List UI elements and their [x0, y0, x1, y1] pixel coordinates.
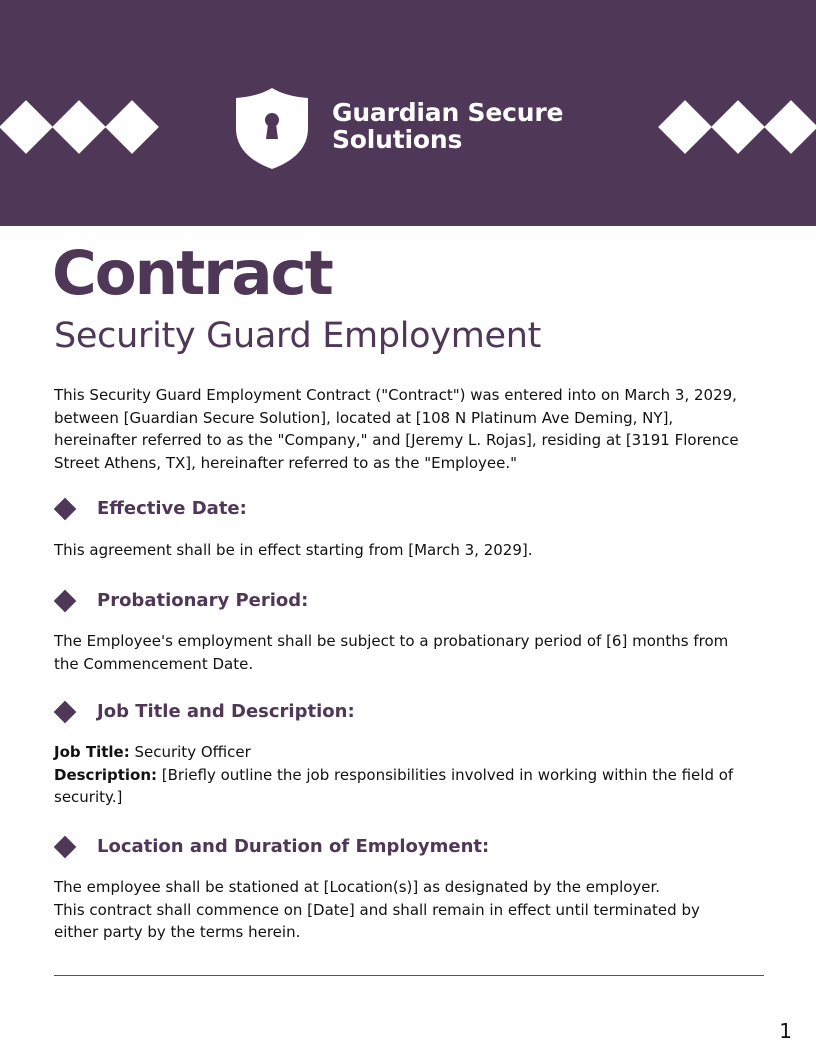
job-title-value: Security Officer [129, 743, 251, 761]
text-line: between [Guardian Secure Solution], located at [108 N Platinum Ave Deming, NY], [54, 408, 674, 427]
header-banner [0, 0, 816, 226]
text-line: security.] [54, 788, 123, 807]
location-paragraph [54, 876, 766, 944]
effective-date-paragraph [54, 539, 766, 562]
description-label: Description: [54, 765, 158, 784]
section-heading-job [54, 700, 754, 724]
job-paragraph [54, 741, 766, 809]
right-diamond-decoration [656, 100, 816, 154]
text-line: This contract shall commence on [Date] and shall remain in effect until terminated by [54, 900, 700, 919]
footer-divider [54, 975, 764, 976]
description-line [54, 764, 766, 787]
probation-paragraph [54, 630, 766, 675]
diamond-shape [711, 100, 765, 154]
company-name-line: Guardian Secure [332, 98, 564, 127]
text-line: This Security Guard Employment Contract ("Contract") was entered into on March 3, 2029, [54, 386, 737, 404]
document-subtitle: Security Guard Employment [54, 316, 542, 356]
diamond-shape [105, 100, 159, 154]
left-diamond-decoration [0, 100, 170, 154]
section-title: Probationary Period: [97, 590, 309, 611]
company-name [332, 99, 592, 153]
section-title: Location and Duration of Employment: [97, 836, 490, 857]
text-line: hereinafter referred to as the "Company," and [Jeremy L. Rojas], residing at [3191 Florence [54, 431, 739, 450]
section-heading-location [54, 835, 754, 859]
section-heading-probation [54, 589, 754, 613]
document-title: Contract [52, 238, 332, 309]
text-line: Street Athens, TX], hereinafter referred to as the "Employee." [54, 453, 518, 472]
diamond-shape [764, 100, 816, 154]
job-title-line [54, 741, 766, 764]
page-number: 1 [779, 1019, 792, 1043]
text-line: the Commencement Date. [54, 654, 254, 673]
diamond-shape [0, 100, 53, 154]
diamond-shape [52, 100, 106, 154]
shield-keyhole-icon [234, 86, 310, 170]
job-title-label: Job Title: [54, 743, 130, 761]
diamond-bullet-icon [54, 498, 76, 520]
diamond-bullet-icon [54, 590, 76, 612]
text-line: The employee shall be stationed at [Location(s)] as designated by the employer. [54, 878, 661, 896]
text-line: The Employee's employment shall be subject to a probationary period of [6] months from [54, 632, 729, 650]
company-name-line: Solutions [332, 125, 463, 154]
section-heading-effective-date [54, 497, 754, 521]
text-line: This agreement shall be in effect starting from [March 3, 2029]. [54, 541, 533, 559]
section-title: Job Title and Description: [97, 701, 355, 722]
diamond-bullet-icon [54, 701, 76, 723]
diamond-shape [658, 100, 712, 154]
text-line: either party by the terms herein. [54, 923, 301, 942]
description-value: [Briefly outline the job responsibilities involved in working within the field of [157, 765, 734, 784]
section-title: Effective Date: [97, 498, 247, 519]
intro-paragraph [54, 384, 766, 474]
diamond-bullet-icon [54, 836, 76, 858]
